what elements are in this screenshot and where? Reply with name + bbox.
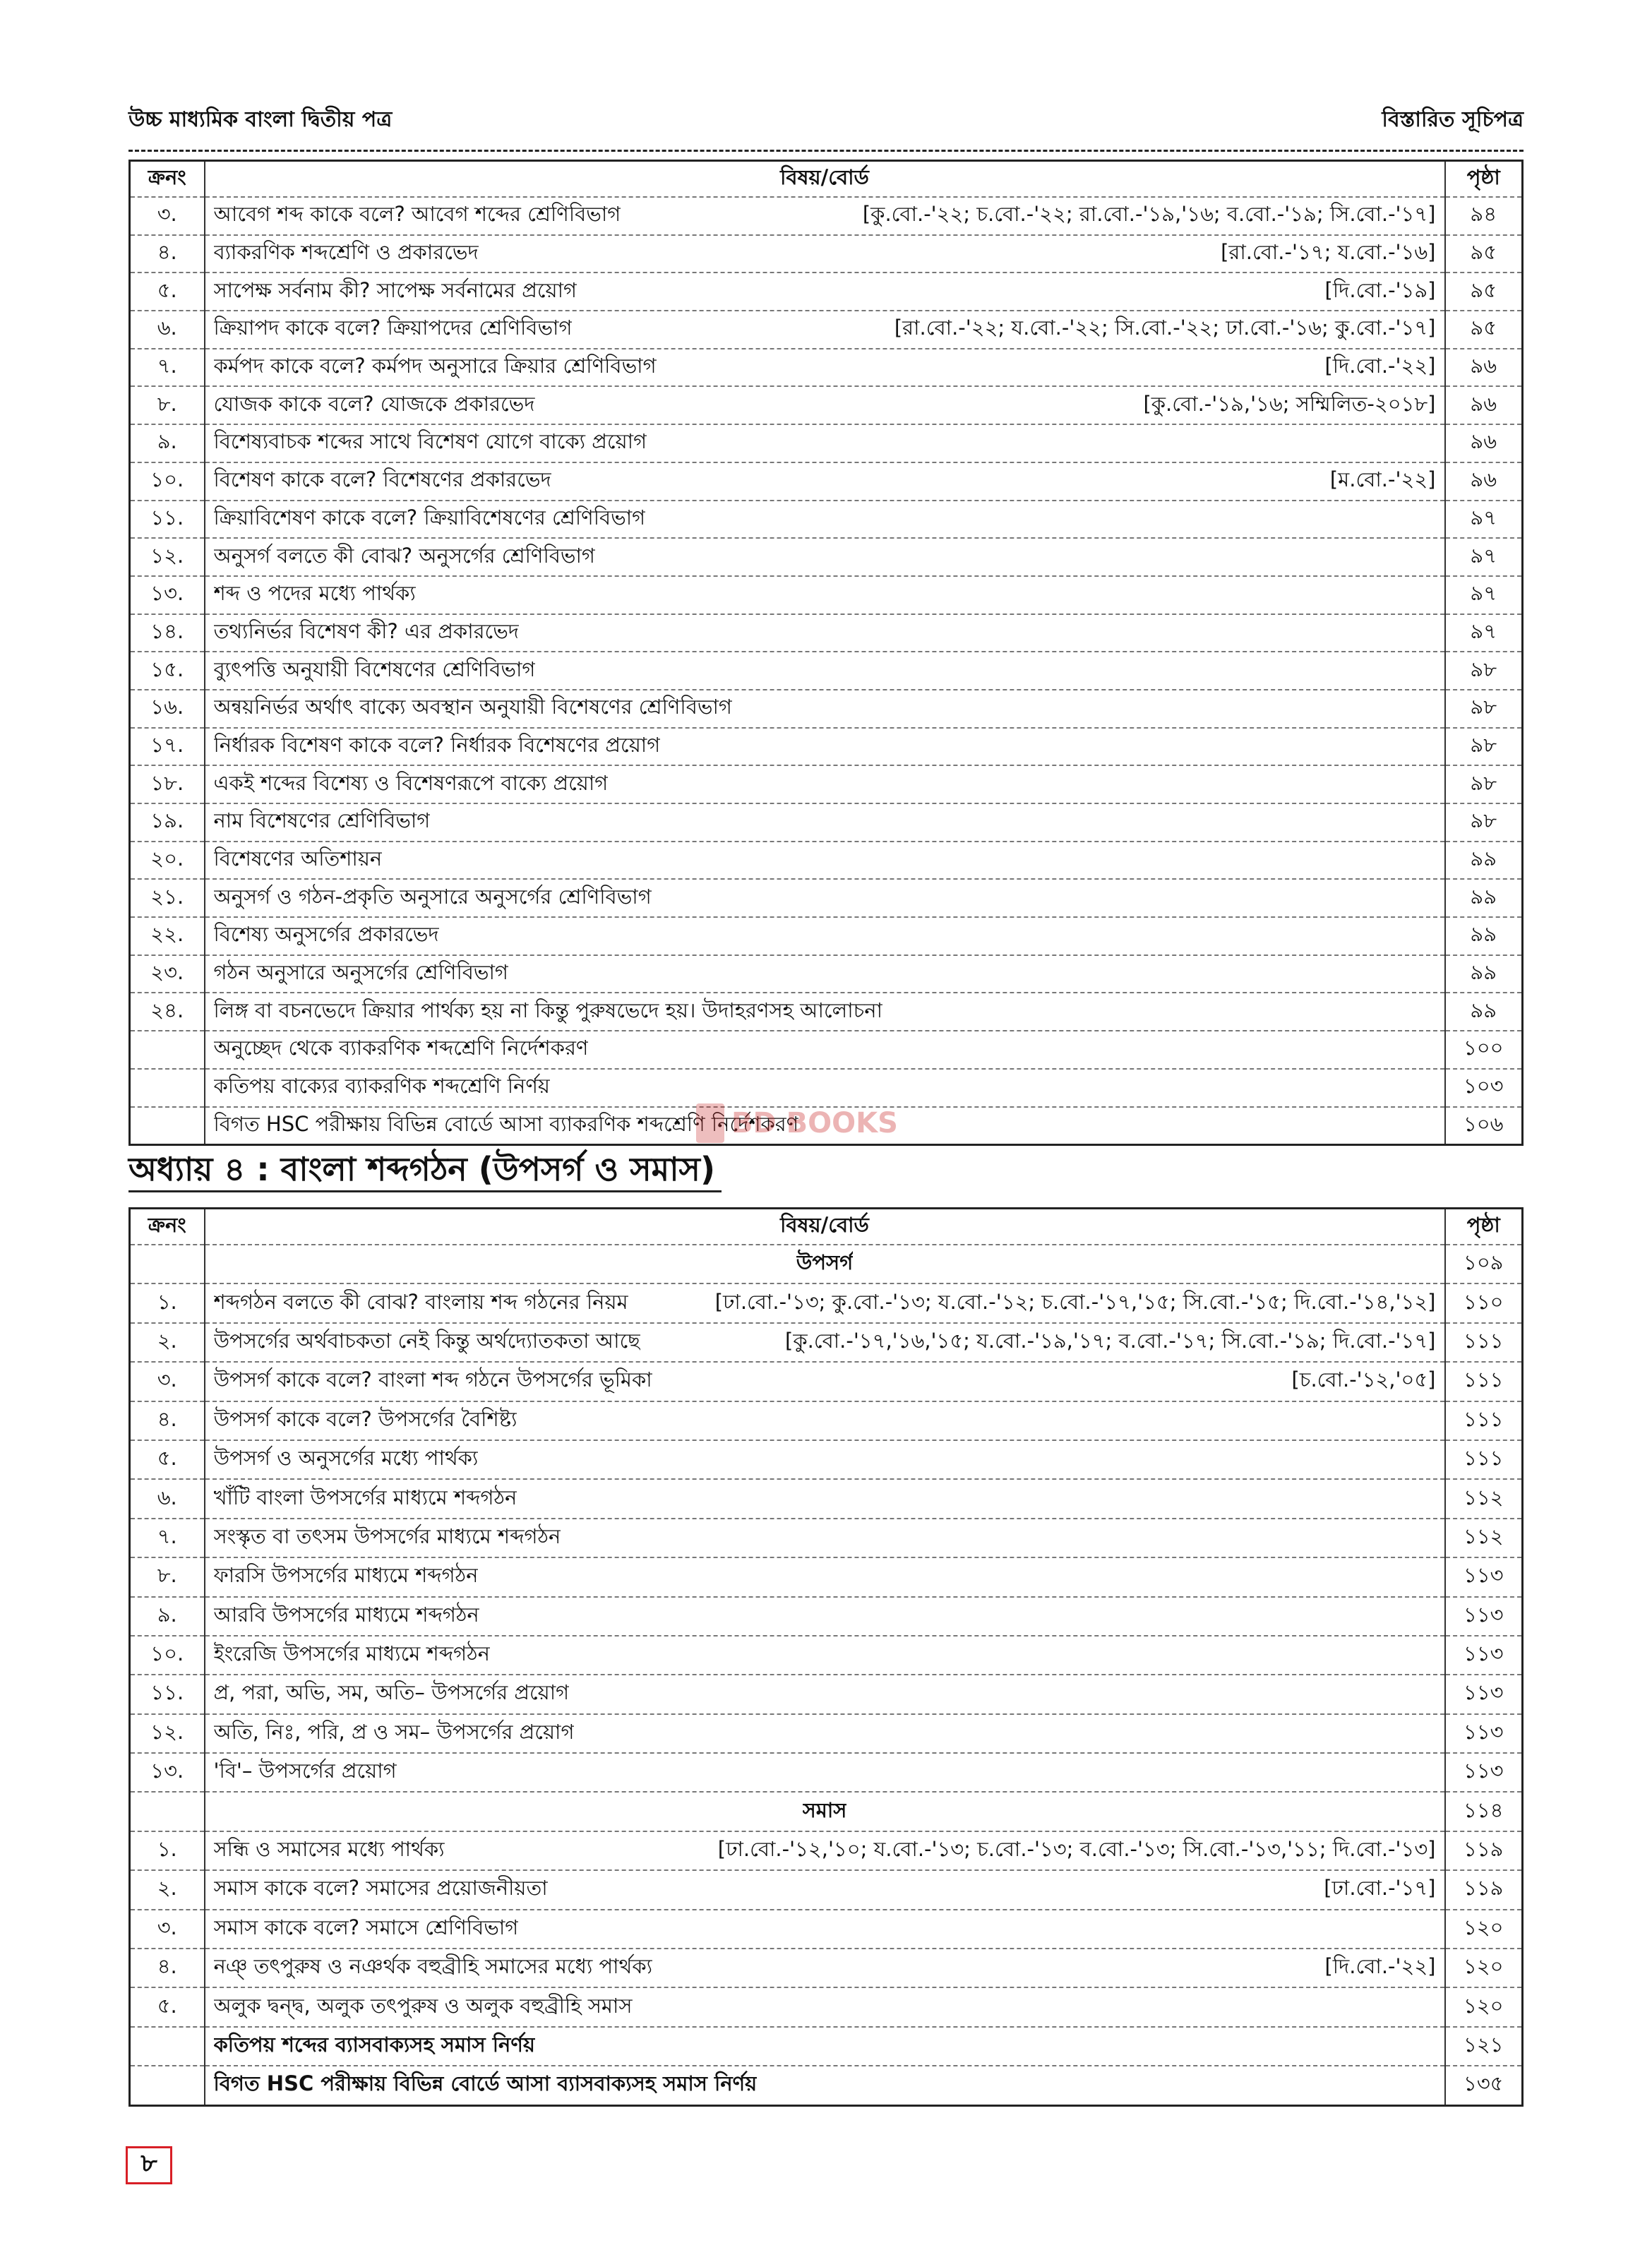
board-references: [ঢা.বো.-'১৩; কু.বো.-'১৩; য.বো.-'১২; চ.বো.-'১৭,'১৫; সি.বো.-'১৫; দি.বো.-'১৪,'১২]	[714, 1289, 1436, 1314]
table-row	[130, 501, 1523, 539]
serial-cell	[130, 1792, 205, 1831]
topic-text: বিশেষ্য অনুসর্গের প্রকারভেদ	[213, 922, 439, 947]
topic-cell	[205, 386, 1445, 424]
table-row	[130, 1479, 1523, 1518]
header-page: পৃষ্ঠা	[1445, 1209, 1523, 1245]
table-row	[130, 197, 1523, 235]
board-references: [দি.বো.-'২২]	[1324, 1954, 1436, 1979]
page-cell: ১১৪	[1445, 1792, 1523, 1831]
topic-cell	[205, 197, 1445, 235]
serial-cell: ৩.	[130, 1910, 205, 1949]
board-references: [কু.বো.-'১৯,'১৬; সম্মিলিত-২০১৮]	[1143, 391, 1436, 416]
topic-text: ইংরেজি উপসর্গের মাধ্যমে শব্দগঠন	[213, 1641, 490, 1666]
table-row	[130, 879, 1523, 917]
topic-text: উপসর্গ	[796, 1250, 854, 1275]
topic-cell	[205, 1636, 1445, 1675]
topic-text: বিশেষণ কাকে বলে? বিশেষণের প্রকারভেদ	[213, 467, 551, 492]
page-cell: ৯৯	[1445, 917, 1523, 955]
page-cell: ৯৮	[1445, 652, 1523, 690]
serial-cell: ১২.	[130, 538, 205, 576]
topic-cell	[205, 1323, 1445, 1362]
topic-text: প্র, পরা, অভি, সম, অতি– উপসর্গের প্রয়োগ	[213, 1680, 570, 1705]
header-topic: বিষয়/বোর্ড	[205, 1209, 1445, 1245]
table-row	[130, 1870, 1523, 1909]
table-row	[130, 765, 1523, 803]
header-serial: ক্রনং	[130, 161, 205, 198]
topic-cell	[205, 1831, 1445, 1870]
topic-cell	[205, 1675, 1445, 1713]
topic-text: খাঁটি বাংলা উপসর্গের মাধ্যমে শব্দগঠন	[213, 1485, 517, 1509]
topic-cell	[205, 2027, 1445, 2066]
topic-cell	[205, 1031, 1445, 1069]
topic-cell	[205, 690, 1445, 728]
serial-cell: ৯.	[130, 1597, 205, 1636]
book-title: উচ্চ মাধ্যমিক বাংলা দ্বিতীয় পত্র	[128, 107, 393, 132]
topic-cell	[205, 576, 1445, 614]
topic-cell	[205, 842, 1445, 880]
topic-text: ব্যুৎপত্তি অনুযায়ী বিশেষণের শ্রেণিবিভাগ	[213, 657, 536, 681]
serial-cell: ১৪.	[130, 614, 205, 652]
table-header-row	[130, 161, 1523, 198]
topic-text: নির্ধারক বিশেষণ কাকে বলে? নির্ধারক বিশেষণের প্রয়োগ	[213, 732, 661, 757]
page-cell: ৯৭	[1445, 614, 1523, 652]
serial-cell: ৭.	[130, 349, 205, 387]
topic-text: নাম বিশেষণের শ্রেণিবিভাগ	[213, 808, 431, 833]
table-row	[130, 1323, 1523, 1362]
page-cell: ৯৫	[1445, 235, 1523, 273]
page-cell: ৯৫	[1445, 311, 1523, 349]
topic-cell	[205, 235, 1445, 273]
table-row	[130, 2027, 1523, 2066]
page-cell: ১১১	[1445, 1401, 1523, 1440]
topic-cell	[205, 538, 1445, 576]
table-row	[130, 1283, 1523, 1322]
table-row	[130, 311, 1523, 349]
table-row	[130, 1362, 1523, 1401]
board-references: [রা.বো.-'২২; য.বো.-'২২; সি.বো.-'২২; ঢা.বো.-'১৬; কু.বো.-'১৭]	[894, 316, 1436, 340]
topic-cell	[205, 424, 1445, 462]
topic-text: শব্দগঠন বলতে কী বোঝ? বাংলায় শব্দ গঠনের নিয়ম	[213, 1289, 628, 1314]
topic-cell	[205, 1557, 1445, 1596]
page-cell: ৯৪	[1445, 197, 1523, 235]
topic-cell	[205, 1910, 1445, 1949]
serial-cell: ৬.	[130, 1479, 205, 1518]
page-cell: ১১২	[1445, 1519, 1523, 1557]
topic-text: সমাস কাকে বলে? সমাসে শ্রেণিবিভাগ	[213, 1915, 519, 1939]
page-cell: ১১৩	[1445, 1753, 1523, 1792]
contents-table-1-body	[130, 197, 1523, 1145]
table-row	[130, 2066, 1523, 2105]
header-divider	[128, 150, 1524, 152]
section-title: বিস্তারিত সূচিপত্র	[1382, 107, 1524, 132]
page-cell: ১১৩	[1445, 1675, 1523, 1713]
board-references: [দি.বো.-'১৯]	[1324, 277, 1436, 302]
contents-table-2	[128, 1207, 1524, 2107]
serial-cell: ১৭.	[130, 728, 205, 766]
table-row	[130, 1910, 1523, 1949]
table-row	[130, 652, 1523, 690]
table-row	[130, 349, 1523, 387]
table-row	[130, 1636, 1523, 1675]
serial-cell	[130, 2027, 205, 2066]
topic-text: অনুসর্গ বলতে কী বোঝ? অনুসর্গের শ্রেণিবিভাগ	[213, 543, 595, 568]
board-references: [রা.বো.-'১৭; য.বো.-'১৬]	[1221, 240, 1436, 265]
topic-cell	[205, 501, 1445, 539]
serial-cell: ৬.	[130, 311, 205, 349]
topic-text: আবেগ শব্দ কাকে বলে? আবেগ শব্দের শ্রেণিবিভাগ	[213, 202, 621, 227]
topic-text: যোজক কাকে বলে? যোজকে প্রকারভেদ	[213, 391, 535, 416]
topic-cell	[205, 1479, 1445, 1518]
topic-cell	[205, 955, 1445, 993]
serial-cell: ১১.	[130, 501, 205, 539]
table-row	[130, 842, 1523, 880]
topic-cell	[205, 2066, 1445, 2105]
topic-text: সমাস	[802, 1797, 847, 1822]
topic-cell	[205, 1519, 1445, 1557]
serial-cell: ৪.	[130, 1401, 205, 1440]
topic-text: ক্রিয়াবিশেষণ কাকে বলে? ক্রিয়াবিশেষণের শ্রেণিবিভাগ	[213, 505, 646, 529]
page-cell: ৯৬	[1445, 349, 1523, 387]
table-row	[130, 462, 1523, 501]
topic-text: বিশেষ্যবাচক শব্দের সাথে বিশেষণ যোগে বাক্যে প্রয়োগ	[213, 429, 647, 454]
topic-cell	[205, 879, 1445, 917]
table-row	[130, 1245, 1523, 1283]
table-row	[130, 1714, 1523, 1753]
board-references: [ম.বো.-'২২]	[1329, 467, 1436, 492]
topic-cell	[205, 311, 1445, 349]
serial-cell	[130, 1069, 205, 1107]
topic-text: একই শব্দের বিশেষ্য ও বিশেষণরূপে বাক্যে প্রয়োগ	[213, 770, 609, 795]
page-cell: ৯৫	[1445, 273, 1523, 311]
topic-text: কতিপয় শব্দের ব্যাসবাক্যসহ সমাস নির্ণয়	[213, 2033, 535, 2057]
table-header-row	[130, 1209, 1523, 1245]
serial-cell	[130, 1031, 205, 1069]
serial-cell: ৫.	[130, 273, 205, 311]
topic-text: কর্মপদ কাকে বলে? কর্মপদ অনুসারে ক্রিয়ার শ্রেণিবিভাগ	[213, 354, 657, 378]
serial-cell: ৮.	[130, 386, 205, 424]
topic-text: উপসর্গের অর্থবাচকতা নেই কিন্তু অর্থদ্যোতকতা আছে	[213, 1328, 640, 1353]
topic-text: ফারসি উপসর্গের মাধ্যমে শব্দগঠন	[213, 1563, 479, 1588]
topic-text: 'বি'– উপসর্গের প্রয়োগ	[213, 1759, 397, 1783]
topic-text: ব্যাকরণিক শব্দশ্রেণি ও প্রকারভেদ	[213, 240, 479, 265]
topic-text: সাপেক্ষ সর্বনাম কী? সাপেক্ষ সর্বনামের প্রয়োগ	[213, 277, 577, 302]
watermark-text: BD BOOKS	[731, 1107, 898, 1139]
serial-cell: ৫.	[130, 1440, 205, 1479]
table-row	[130, 1792, 1523, 1831]
page-cell: ১১১	[1445, 1440, 1523, 1479]
page-cell: ৯৭	[1445, 538, 1523, 576]
table-row	[130, 1753, 1523, 1792]
serial-cell: ১.	[130, 1831, 205, 1870]
topic-text: কতিপয় বাক্যের ব্যাকরণিক শব্দশ্রেণি নির্ণয়	[213, 1074, 550, 1099]
topic-text: শব্দ ও পদের মধ্যে পার্থক্য	[213, 581, 416, 606]
page-cell: ১২০	[1445, 1949, 1523, 1987]
serial-cell: ১০.	[130, 462, 205, 501]
serial-cell: ১৮.	[130, 765, 205, 803]
page-cell: ১২০	[1445, 1910, 1523, 1949]
page-cell: ৯৯	[1445, 955, 1523, 993]
serial-cell: ৫.	[130, 1987, 205, 2026]
topic-text: উপসর্গ কাকে বলে? বাংলা শব্দ গঠনে উপসর্গের ভূমিকা	[213, 1368, 652, 1392]
topic-cell	[205, 1987, 1445, 2026]
page-cell: ১১৩	[1445, 1714, 1523, 1753]
topic-text: অতি, নিঃ, পরি, প্র ও সম– উপসর্গের প্রয়োগ	[213, 1719, 575, 1744]
table-row	[130, 917, 1523, 955]
page-cell: ৯৯	[1445, 842, 1523, 880]
page-cell: ৯৬	[1445, 462, 1523, 501]
topic-text: উপসর্গ ও অনুসর্গের মধ্যে পার্থক্য	[213, 1446, 479, 1471]
table-row	[130, 424, 1523, 462]
page-cell: ১১১	[1445, 1323, 1523, 1362]
serial-cell: ২৪.	[130, 993, 205, 1031]
topic-cell	[205, 273, 1445, 311]
board-references: [ঢা.বো.-'১৭]	[1324, 1876, 1436, 1901]
topic-cell	[205, 1792, 1445, 1831]
serial-cell: ৮.	[130, 1557, 205, 1596]
page-cell: ১২১	[1445, 2027, 1523, 2066]
topic-cell	[205, 1714, 1445, 1753]
topic-text: সমাস কাকে বলে? সমাসের প্রয়োজনীয়তা	[213, 1876, 548, 1901]
serial-cell: ২.	[130, 1323, 205, 1362]
serial-cell: ১২.	[130, 1714, 205, 1753]
table-row	[130, 273, 1523, 311]
serial-cell: ৭.	[130, 1519, 205, 1557]
serial-cell: ১১.	[130, 1675, 205, 1713]
serial-cell	[130, 2066, 205, 2105]
serial-cell: ৩.	[130, 1362, 205, 1401]
page-cell: ৯৯	[1445, 879, 1523, 917]
board-references: [দি.বো.-'২২]	[1324, 354, 1436, 378]
board-references: [চ.বো.-'১২,'০৫]	[1291, 1368, 1436, 1392]
table-row	[130, 235, 1523, 273]
page-cell: ১২০	[1445, 1987, 1523, 2026]
table-row	[130, 576, 1523, 614]
book-icon	[696, 1103, 724, 1143]
topic-text: লিঙ্গ বা বচনভেদে ক্রিয়ার পার্থক্য হয় না কিন্তু পুরুষভেদে হয়। উদাহরণসহ আলোচনা	[213, 998, 882, 1022]
page-number: ৮	[126, 2146, 172, 2184]
page-cell: ১০৩	[1445, 1069, 1523, 1107]
serial-cell: ১৫.	[130, 652, 205, 690]
topic-cell	[205, 917, 1445, 955]
chapter-title: অধ্যায় ৪ : বাংলা শব্দগঠন (উপসর্গ ও সমাস)	[128, 1150, 715, 1188]
page-cell: ১১১	[1445, 1362, 1523, 1401]
page-cell: ৯৬	[1445, 424, 1523, 462]
topic-cell	[205, 349, 1445, 387]
page-cell: ১১৯	[1445, 1870, 1523, 1909]
page-cell: ১১২	[1445, 1479, 1523, 1518]
table-row	[130, 1519, 1523, 1557]
header-topic: বিষয়/বোর্ড	[205, 161, 1445, 198]
page-cell: ৯৭	[1445, 501, 1523, 539]
topic-cell	[205, 652, 1445, 690]
page-cell: ১১৩	[1445, 1636, 1523, 1675]
page-cell: ১০০	[1445, 1031, 1523, 1069]
topic-text: উপসর্গ কাকে বলে? উপসর্গের বৈশিষ্ট্য	[213, 1406, 517, 1431]
page-cell: ৯৮	[1445, 803, 1523, 842]
table-row	[130, 1557, 1523, 1596]
serial-cell: ১৩.	[130, 1753, 205, 1792]
page-cell: ১০৯	[1445, 1245, 1523, 1283]
topic-cell	[205, 765, 1445, 803]
topic-text: অলুক দ্বন্দ্ব, অলুক তৎপুরুষ ও অলুক বহুব্রীহি সমাস	[213, 1993, 633, 2018]
topic-cell	[205, 728, 1445, 766]
page-cell: ১১৯	[1445, 1831, 1523, 1870]
table-row	[130, 614, 1523, 652]
serial-cell: ৯.	[130, 424, 205, 462]
table-row	[130, 1949, 1523, 1987]
table-row	[130, 386, 1523, 424]
serial-cell: ২.	[130, 1870, 205, 1909]
page-cell: ৯৮	[1445, 728, 1523, 766]
table-row	[130, 1675, 1523, 1713]
table-row	[130, 1440, 1523, 1479]
table-row	[130, 1831, 1523, 1870]
page-cell: ১১৩	[1445, 1597, 1523, 1636]
contents-table-2-body	[130, 1245, 1523, 2105]
topic-text: বিগত HSC পরীক্ষায় বিভিন্ন বোর্ডে আসা ব্যাকরণিক শব্দশ্রেণি নির্দেশকরণ	[213, 1111, 799, 1136]
topic-cell	[205, 1440, 1445, 1479]
topic-text: বিশেষণের অতিশায়ন	[213, 846, 383, 871]
topic-text: সংস্কৃত বা তৎসম উপসর্গের মাধ্যমে শব্দগঠন	[213, 1524, 561, 1548]
topic-cell	[205, 1870, 1445, 1909]
table-row	[130, 1031, 1523, 1069]
topic-text: বিগত HSC পরীক্ষায় বিভিন্ন বোর্ডে আসা ব্যাসবাক্যসহ সমাস নির্ণয়	[213, 2071, 758, 2096]
topic-cell	[205, 1753, 1445, 1792]
serial-cell: ২০.	[130, 842, 205, 880]
serial-cell: ১৩.	[130, 576, 205, 614]
serial-cell: ১০.	[130, 1636, 205, 1675]
serial-cell	[130, 1107, 205, 1145]
topic-text: ক্রিয়াপদ কাকে বলে? ক্রিয়াপদের শ্রেণিবিভাগ	[213, 316, 573, 340]
watermark	[696, 1099, 929, 1148]
topic-text: আরবি উপসর্গের মাধ্যমে শব্দগঠন	[213, 1602, 479, 1627]
page-cell: ৯৬	[1445, 386, 1523, 424]
page-cell: ৯৮	[1445, 690, 1523, 728]
serial-cell: ২২.	[130, 917, 205, 955]
contents-table-1	[128, 160, 1524, 1146]
topic-cell	[205, 1597, 1445, 1636]
table-row	[130, 1401, 1523, 1440]
page-cell: ৯৮	[1445, 765, 1523, 803]
topic-text: তথ্যনির্ভর বিশেষণ কী? এর প্রকারভেদ	[213, 618, 520, 643]
table-row	[130, 955, 1523, 993]
topic-text: গঠন অনুসারে অনুসর্গের শ্রেণিবিভাগ	[213, 960, 508, 985]
board-references: [কু.বো.-'২২; চ.বো.-'২২; রা.বো.-'১৯,'১৬; ব.বো.-'১৯; সি.বো.-'১৭]	[862, 202, 1436, 227]
table-row	[130, 1987, 1523, 2026]
serial-cell	[130, 1245, 205, 1283]
page-cell: ৯৭	[1445, 576, 1523, 614]
header-serial: ক্রনং	[130, 1209, 205, 1245]
topic-cell	[205, 1283, 1445, 1322]
topic-cell	[205, 803, 1445, 842]
table-row	[130, 993, 1523, 1031]
page-cell: ১৩৫	[1445, 2066, 1523, 2105]
serial-cell: ২১.	[130, 879, 205, 917]
topic-cell	[205, 1362, 1445, 1401]
page-cell: ১১৩	[1445, 1557, 1523, 1596]
serial-cell: ১.	[130, 1283, 205, 1322]
board-references: [ঢা.বো.-'১২,'১০; য.বো.-'১৩; চ.বো.-'১৩; ব.বো.-'১৩; সি.বো.-'১৩,'১১; দি.বো.-'১৩]	[717, 1837, 1436, 1862]
topic-text: অনুচ্ছেদ থেকে ব্যাকরণিক শব্দশ্রেণি নির্দেশকরণ	[213, 1036, 589, 1060]
topic-cell	[205, 1245, 1445, 1283]
serial-cell: ৩.	[130, 197, 205, 235]
topic-text: অন্বয়নির্ভর অর্থাৎ বাক্যে অবস্থান অনুযায়ী বিশেষণের শ্রেণিবিভাগ	[213, 695, 732, 719]
table-row	[130, 803, 1523, 842]
page-cell: ১০৬	[1445, 1107, 1523, 1145]
table-row	[130, 690, 1523, 728]
topic-cell	[205, 993, 1445, 1031]
serial-cell: ৪.	[130, 235, 205, 273]
table-row	[130, 1597, 1523, 1636]
serial-cell: ১৬.	[130, 690, 205, 728]
table-row	[130, 538, 1523, 576]
chapter-underline	[128, 1190, 722, 1192]
topic-cell	[205, 462, 1445, 501]
topic-text: সন্ধি ও সমাসের মধ্যে পার্থক্য	[213, 1837, 445, 1862]
page-cell: ১১০	[1445, 1283, 1523, 1322]
page-header	[128, 99, 1524, 141]
topic-cell	[205, 614, 1445, 652]
serial-cell: ১৯.	[130, 803, 205, 842]
topic-text: নঞ্ তৎপুরুষ ও নঞর্থক বহুব্রীহি সমাসের মধ্যে পার্থক্য	[213, 1954, 653, 1979]
serial-cell: ৪.	[130, 1949, 205, 1987]
board-references: [কু.বো.-'১৭,'১৬,'১৫; য.বো.-'১৯,'১৭; ব.বো.-'১৭; সি.বো.-'১৯; দি.বো.-'১৭]	[785, 1328, 1436, 1353]
topic-text: অনুসর্গ ও গঠন-প্রকৃতি অনুসারে অনুসর্গের শ্রেণিবিভাগ	[213, 884, 652, 909]
table-row	[130, 728, 1523, 766]
topic-cell	[205, 1401, 1445, 1440]
page-cell: ৯৯	[1445, 993, 1523, 1031]
header-page: পৃষ্ঠা	[1445, 161, 1523, 198]
serial-cell: ২৩.	[130, 955, 205, 993]
topic-cell	[205, 1949, 1445, 1987]
